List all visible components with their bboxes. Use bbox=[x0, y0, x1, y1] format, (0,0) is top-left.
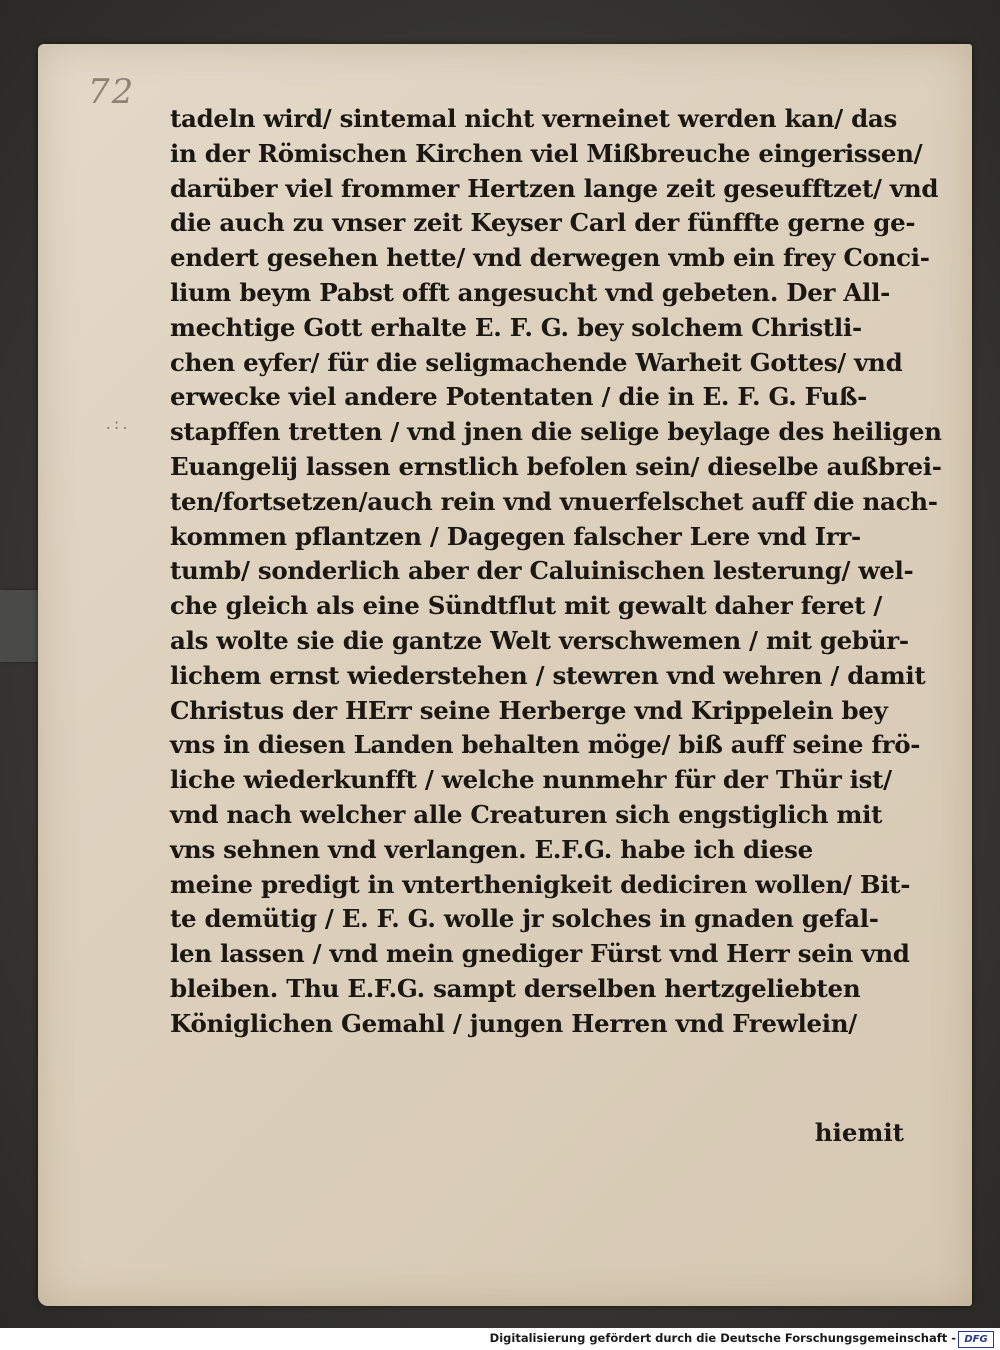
body-text bbox=[170, 102, 942, 1042]
text-line: vnd nach welcher alle Creaturen sich engstiglich mit bbox=[170, 799, 883, 829]
text-line: bleiben. Thu E.F.G. sampt derselben hertzgeliebten bbox=[170, 973, 861, 1003]
footer-bar bbox=[0, 1328, 1000, 1350]
text-line: liche wiederkunfft / welche nunmehr für der Thür ist/ bbox=[170, 765, 892, 795]
text-line: als wolte sie die gantze Welt verschwemen / mit gebür- bbox=[170, 625, 909, 655]
text-line: darüber viel frommer Hertzen lange zeit geseufftzet/ vnd bbox=[170, 173, 939, 203]
text-line: tumb/ sonderlich aber der Caluinischen lesterung/ wel- bbox=[170, 556, 914, 586]
text-line: erwecke viel andere Potentaten / die in E. F. G. Fuß- bbox=[170, 382, 868, 412]
text-line: chen eyfer/ für die seligmachende Warheit Gottes/ vnd bbox=[170, 347, 903, 377]
text-line: lichem ernst wiederstehen / stewren vnd wehren / damit bbox=[170, 660, 926, 690]
text-line: tadeln wird/ sintemal nicht verneinet werden kan/ das bbox=[170, 104, 897, 133]
text-line: Königlichen Gemahl / jungen Herren vnd Frewlein/ bbox=[170, 1008, 857, 1038]
text-line: ten/fortsetzen/auch rein vnd vnuerfelschet auff die nach- bbox=[170, 486, 938, 516]
text-line: vns sehnen vnd verlangen. E.F.G. habe ich diese bbox=[170, 834, 813, 864]
text-line: Christus der HErr seine Herberge vnd Krippelein bey bbox=[170, 695, 888, 725]
text-line: endert gesehen hette/ vnd derwegen vmb ein frey Conci- bbox=[170, 243, 930, 273]
footer-credit: Digitalisierung gefördert durch die Deutsche Forschungsgemeinschaft - bbox=[489, 1331, 956, 1345]
text-line: Euangelij lassen ernstlich befolen sein/ dieselbe außbrei- bbox=[170, 451, 942, 481]
catchword: hiemit bbox=[814, 1118, 904, 1147]
text-line: meine predigt in vnterthenigkeit dediciren wollen/ Bit- bbox=[170, 869, 911, 899]
text-line: in der Römischen Kirchen viel Mißbreuche eingerissen/ bbox=[170, 138, 923, 168]
text-line: die auch zu vnser zeit Keyser Carl der fünffte gerne ge- bbox=[170, 208, 916, 238]
text-line: len lassen / vnd mein gnediger Fürst vnd Herr sein vnd bbox=[170, 939, 910, 969]
page-number: 72 bbox=[88, 72, 136, 112]
dfg-logo-icon: DFG bbox=[958, 1331, 994, 1348]
text-line: vns in diesen Landen behalten möge/ biß auff seine frö- bbox=[170, 730, 921, 760]
text-line: kommen pflantzen / Dagegen falscher Lere vnd Irr- bbox=[170, 521, 861, 551]
text-line: stapffen tretten / vnd jnen die selige beylage des heiligen bbox=[170, 417, 942, 447]
text-line: mechtige Gott erhalte E. F. G. bey solchem Christli- bbox=[170, 312, 862, 342]
text-line: che gleich als eine Sündtflut mit gewalt daher feret / bbox=[170, 591, 883, 621]
margin-mark: .:. bbox=[104, 417, 130, 433]
text-line: te demütig / E. F. G. wolle jr solches in gnaden gefal- bbox=[170, 904, 879, 934]
text-line: lium beym Pabst offt angesucht vnd gebeten. Der All- bbox=[170, 277, 890, 307]
